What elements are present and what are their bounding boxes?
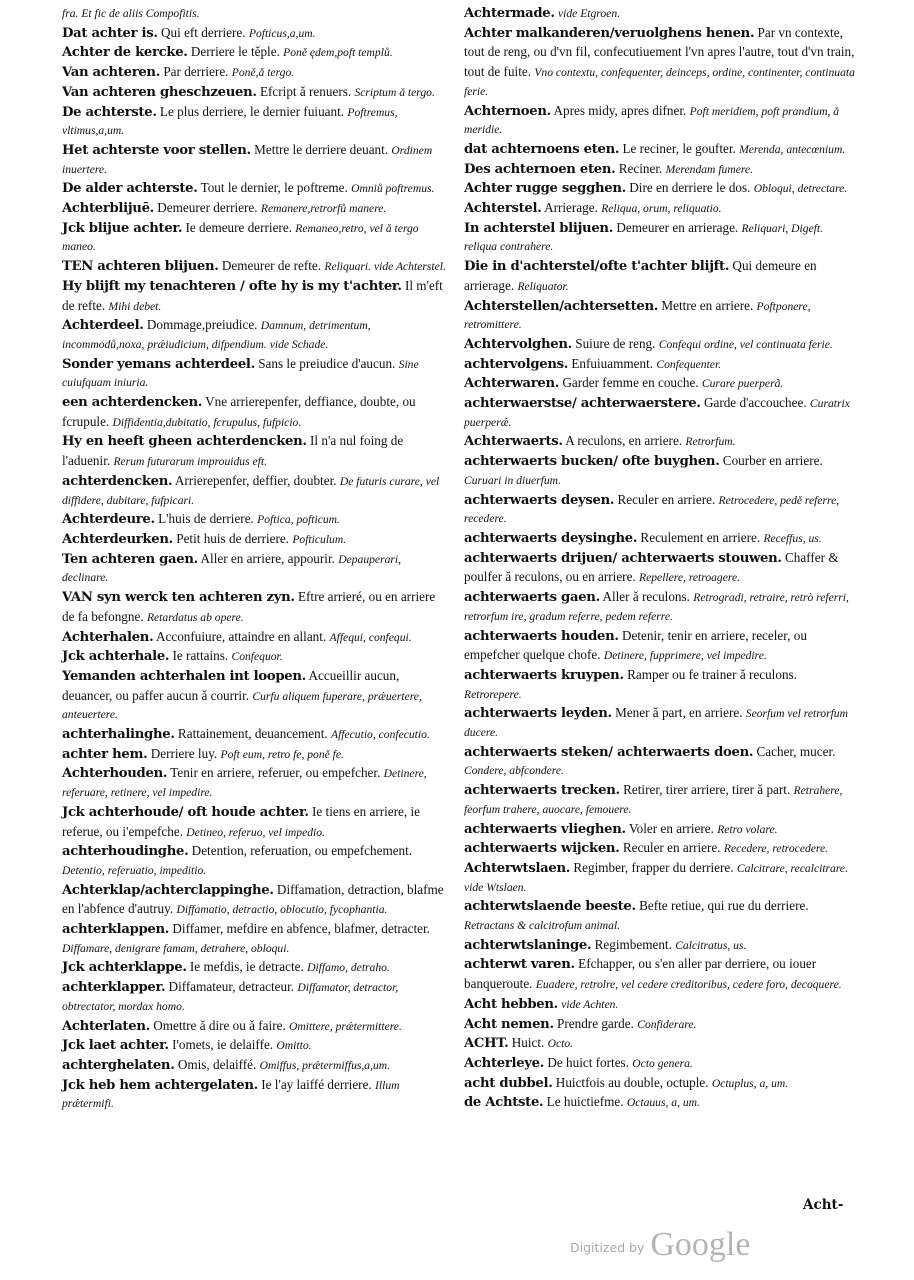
dictionary-entry — [464, 839, 856, 859]
dictionary-entry — [464, 24, 856, 102]
dictionary-entry — [62, 103, 450, 141]
dictionary-entry — [62, 355, 450, 393]
french-definition: Il m'eft de refte. — [62, 277, 443, 313]
french-definition: Courber en arriere. — [719, 453, 823, 469]
headword: achterwaerts trecken. — [464, 783, 620, 799]
french-definition: Huict. — [508, 1035, 548, 1051]
latin-equivalent: Retrahere, feorfum trahere, auocare, femouere. — [464, 784, 843, 816]
french-definition: Prendre garde. — [553, 1015, 638, 1031]
headword: achter hem. — [62, 746, 148, 762]
dictionary-entry — [62, 219, 450, 257]
french-definition: I'omets, ie delaiffe. — [168, 1037, 277, 1053]
french-definition: Demeurer en arrierage. — [613, 219, 742, 235]
latin-equivalent: Detentio, referuatio, impeditio. — [62, 863, 207, 877]
headword: Achterstel. — [464, 201, 542, 217]
french-definition: Par derriere. — [160, 64, 232, 80]
french-definition: Regimber, frapper du derriere. — [570, 859, 737, 875]
headword: Het achterste voor stellen. — [62, 142, 251, 158]
latin-equivalent: Omitto. — [276, 1039, 312, 1053]
latin-equivalent: Euadere, retrolre, vel cedere creditoribus, cedere foro, decoquere. — [535, 978, 842, 992]
latin-equivalent: Seorfum vel retrorfum ducere. — [464, 707, 848, 740]
headword: de Achtste. — [464, 1095, 544, 1111]
dictionary-entry — [62, 881, 450, 920]
dictionary-entry — [464, 297, 856, 335]
dictionary-entry — [464, 1034, 856, 1054]
headword: Achterblijuē. — [62, 201, 154, 217]
latin-equivalent: Octuplus, a, um. — [711, 1076, 789, 1090]
headword: achterwaerts gaen. — [464, 590, 600, 606]
dictionary-entry — [62, 1036, 450, 1056]
latin-equivalent: Confequor. — [231, 650, 283, 664]
french-definition: Le reciner, le goufter. — [619, 140, 740, 156]
french-definition: Mener ǎ part, en arriere. — [611, 705, 746, 721]
french-definition: Reculer en arriere. — [619, 840, 724, 856]
headword: Jck achterklappe. — [62, 960, 187, 976]
latin-equivalent: Confequi ordine, vel continuata ferie. — [658, 337, 833, 351]
headword: achterdencken. — [62, 473, 173, 489]
latin-equivalent: Reliquari, Digeft. reliqua contrahere. — [464, 221, 823, 254]
dictionary-entry — [464, 897, 856, 935]
headword: Achterdeurken. — [62, 531, 173, 547]
latin-equivalent: Calcitrare, recalcitrare. vide Wtslaen. — [464, 861, 848, 894]
french-definition: Mettre en arriere. — [658, 297, 757, 313]
headword: Des achternoen eten. — [464, 161, 616, 177]
headword: Achterdeel. — [62, 318, 144, 334]
latin-equivalent: Confiderare. — [637, 1017, 697, 1031]
headword: achterklappen. — [62, 922, 170, 938]
headword: achterwaerts leyden. — [464, 706, 612, 722]
french-definition: Ie tiens en arriere, ie referue, ou i'empefche. — [62, 803, 420, 839]
headword: achterwtslaninge. — [464, 937, 592, 953]
headword: Achtermade. — [464, 6, 555, 21]
headword: Achterwtslaen. — [464, 860, 571, 876]
headword: Ten achteren gaen. — [62, 551, 198, 567]
dictionary-entry — [464, 199, 856, 219]
latin-equivalent: Receffus, us. — [763, 531, 822, 545]
headword: Jck laet achter. — [62, 1038, 169, 1054]
dictionary-entry — [464, 549, 856, 588]
french-definition: Retirer, tirer arriere, tirer ǎ part. — [619, 782, 794, 798]
latin-equivalent: Detinere, referuare, retinere, vel impedire. — [62, 767, 427, 800]
latin-equivalent: Sine cuiufquam iniuria. — [62, 357, 419, 390]
headword: Achterwaerts. — [464, 434, 563, 450]
french-definition: De huict fortes. — [544, 1054, 633, 1070]
headword: dat achternoens eten. — [464, 141, 620, 157]
dictionary-entry — [62, 647, 450, 667]
dictionary-entry — [464, 432, 856, 452]
headword: Achterklap/achterclappinghe. — [62, 882, 274, 898]
latin-equivalent: Retardatus ab opere. — [146, 610, 244, 624]
latin-equivalent: Omiffus, prǽtermiffus,a,um. — [259, 1058, 391, 1072]
french-definition: Omettre ǎ dire ou ǎ faire. — [149, 1017, 290, 1033]
french-definition: Mettre le derriere deuant. — [250, 141, 392, 157]
headword: achterwaerts houden. — [464, 628, 619, 644]
dictionary-entry — [464, 666, 856, 704]
french-definition: Le huictiefme. — [543, 1094, 627, 1110]
headword: achterwaerts deysinghe. — [464, 530, 638, 546]
latin-equivalent: Condere, abfcondere. — [464, 764, 564, 778]
french-definition: Vne arrierepenfer, deffiance, doubte, ou fcrupule. — [62, 394, 416, 429]
dictionary-entry — [464, 179, 856, 199]
french-definition: Le plus derriere, le dernier fuiuant. — [156, 103, 348, 119]
dictionary-entry — [464, 1093, 856, 1113]
headword: Achterleye. — [464, 1055, 545, 1071]
dictionary-entry — [62, 277, 450, 316]
dictionary-entry — [62, 393, 450, 432]
dictionary-entry — [62, 316, 450, 354]
headword: achterwaerts bucken/ ofte buyghen. — [464, 454, 720, 470]
headword: Achternoen. — [464, 103, 551, 119]
latin-equivalent: Octauus, a, um. — [626, 1096, 700, 1110]
headword: achterwaerts drijuen/ achterwaerts stouwen. — [464, 550, 782, 566]
dictionary-entry — [62, 920, 450, 958]
dictionary-entry — [464, 1074, 856, 1094]
headword: Die in d'achterstel/ofte t'achter blijft. — [464, 259, 730, 275]
latin-equivalent: Calcitratus, us. — [675, 938, 747, 952]
watermark-prefix: Digitized by — [570, 1240, 645, 1255]
latin-equivalent: Curuari in diuerfum. — [464, 473, 561, 487]
french-definition: Arrierage. — [541, 200, 602, 216]
latin-equivalent: Retrogradi, retraire, retrò referri, retrorfum ire, gradum referre, pedem referre. — [464, 591, 849, 623]
dictionary-entry — [62, 978, 450, 1016]
catchword: Acht- — [803, 1197, 844, 1213]
latin-equivalent: Poně ędem,poft templů. — [283, 46, 393, 60]
dictionary-entry — [62, 745, 450, 765]
headword: Hy en heeft gheen achterdencken. — [62, 434, 307, 450]
dictionary-entry — [62, 628, 450, 648]
latin-equivalent: Poft meridiem, poft prandium, ǎ meridie. — [464, 104, 840, 137]
dictionary-entry — [62, 530, 450, 550]
google-logo: Google — [650, 1226, 751, 1263]
headword: Jck heb hem achtergelaten. — [62, 1077, 258, 1093]
french-definition: Diffamation, detraction, blafme en l'abfence d'autruy. — [62, 881, 444, 917]
headword: achterwtslaende beeste. — [464, 899, 636, 915]
dictionary-entry — [62, 472, 450, 510]
dictionary-entry — [464, 995, 856, 1015]
dictionary-entry — [464, 102, 856, 140]
headword: Yemanden achterhalen int loopen. — [62, 668, 306, 684]
french-definition: Qui eft derriere. — [157, 24, 249, 40]
french-definition: Reculer en arriere. — [614, 491, 719, 507]
headword: Van achteren gheschzeuen. — [62, 84, 257, 100]
headword: TEN achteren blijuen. — [62, 259, 219, 275]
headword: Van achteren. — [62, 65, 161, 81]
dictionary-entry — [62, 550, 450, 588]
dictionary-entry — [62, 725, 450, 745]
latin-equivalent: Octo. — [547, 1037, 574, 1051]
french-definition: Il n'a nul foing de l'aduenir. — [62, 433, 404, 469]
dictionary-entry — [62, 667, 450, 725]
french-definition: Detenir, tenir en arriere, receler, ou empefcher quelque chofe. — [464, 627, 807, 663]
french-definition: Tenir en arriere, referuer, ou empefcher. — [167, 765, 384, 781]
dictionary-entry — [62, 510, 450, 530]
latin-equivalent: Damnum, detrimentum, incommodů,noxa, prǽiudicium, difpendium. vide Schade. — [62, 319, 371, 351]
french-definition: A reculons, en arriere. — [562, 433, 686, 449]
french-definition: Reculement en arriere. — [637, 529, 764, 545]
latin-equivalent: Diffamatio, detractio, oblocutio, fycophantia. — [176, 903, 388, 917]
latin-equivalent: Rerum futurarum improuidus eft. — [113, 455, 267, 469]
dictionary-entry — [464, 335, 856, 355]
headword: achterhalinghe. — [62, 727, 175, 743]
headword: ACHT. — [464, 1036, 509, 1052]
dictionary-entry — [464, 491, 856, 529]
headword: achterwaerstse/ achterwaerstere. — [464, 396, 701, 412]
dictionary-entry — [62, 432, 450, 471]
right-column — [464, 4, 856, 1113]
latin-equivalent: Poftica, pofticum. — [257, 513, 340, 527]
dictionary-entry — [464, 936, 856, 956]
french-definition: Efcript ǎ renuers. — [256, 83, 355, 99]
headword: Achterlaten. — [62, 1018, 150, 1034]
dictionary-entry — [62, 83, 450, 103]
latin-equivalent: Curatrix puerperǽ. — [464, 397, 850, 429]
latin-equivalent: Reliquari. vide Achterstel. — [324, 260, 446, 274]
latin-equivalent: Poně,ǎ tergo. — [231, 66, 295, 80]
latin-equivalent: Poftponere, retromittere. — [464, 299, 811, 332]
dictionary-entry — [464, 529, 856, 549]
french-definition: Tout le dernier, le poftreme. — [197, 180, 352, 196]
headword: achterwaerts steken/ achterwaerts doen. — [464, 744, 754, 760]
headword: achtervolgens. — [464, 356, 569, 372]
dictionary-entry — [464, 140, 856, 160]
dictionary-entry — [464, 452, 856, 490]
headword: achterwaerts kruypen. — [464, 667, 624, 683]
headword: achterwt varen. — [464, 957, 575, 973]
french-definition: Detention, referuation, ou empefchement. — [188, 843, 413, 859]
headword: Achterwaren. — [464, 376, 560, 392]
headword: achterklapper. — [62, 980, 166, 996]
french-definition: Cacher, mucer. — [753, 743, 836, 759]
latin-equivalent: Omniů poftremus. — [351, 182, 435, 196]
french-definition: Reciner. — [615, 160, 666, 176]
latin-equivalent: Ordinem inuertere. — [62, 143, 433, 176]
latin-equivalent: Octo genera. — [632, 1056, 693, 1070]
latin-equivalent: Curare puerperã. — [701, 377, 784, 391]
french-definition: Arrierepenfer, deffier, doubter. — [172, 472, 340, 488]
latin-equivalent: Confequenter. — [656, 357, 722, 371]
french-definition: Regimbement. — [591, 936, 676, 952]
dictionary-entry — [62, 842, 450, 880]
headword: Achterstellen/achtersetten. — [464, 298, 659, 314]
headword: Achterhouden. — [62, 766, 168, 782]
headword: achterwaerts vlieghen. — [464, 821, 626, 837]
latin-equivalent: Pofticulum. — [292, 532, 347, 546]
french-definition: Derriere luy. — [147, 745, 221, 761]
latin-equivalent: Illum prǽtermifi. — [62, 1078, 400, 1111]
french-definition: Dommage,preiudice. — [143, 317, 261, 333]
digitized-by-google-watermark — [570, 1222, 750, 1262]
french-definition: Acconfuiure, attaindre en allant. — [153, 628, 330, 644]
latin-equivalent: Repellere, retroagere. — [639, 571, 741, 585]
dictionary-entry — [62, 24, 450, 44]
french-definition: L'huis de derriere. — [154, 511, 258, 527]
french-definition: Ie demeure derriere. — [182, 219, 296, 235]
latin-equivalent: Omittere, prǽtermittere. — [289, 1019, 402, 1033]
french-definition: Par vn contexte, tout de reng, ou d'vn fil, confecutiuement l'vn apres l'autre, tout d'vn train, tout de fuite. — [464, 24, 855, 80]
headword: Acht hebben. — [464, 996, 558, 1012]
headword: Dat achter is. — [62, 25, 158, 41]
left-column — [62, 4, 450, 1114]
latin-equivalent: vide Etgroen. — [557, 7, 621, 20]
latin-equivalent: Merendam fumere. — [665, 162, 753, 176]
latin-equivalent: Retrorepere. — [464, 687, 522, 701]
french-definition: Befte retiue, qui rue du derriere. — [635, 898, 809, 914]
latin-equivalent: Curfu aliquem fuperare, prǽuertere, anteuertere. — [62, 689, 422, 722]
french-definition: Chaffer & poulfer ǎ reculons, ou en arriere. — [464, 549, 839, 585]
dictionary-entry — [62, 141, 450, 179]
french-definition: Rattainement, deuancement. — [174, 726, 331, 742]
latin-equivalent: Vno contextu, confequenter, deinceps, ordine, continenter, continuata ferie. — [464, 66, 855, 98]
dictionary-entry — [464, 820, 856, 840]
dictionary-entry — [464, 257, 856, 296]
headword: Sonder yemans achterdeel. — [62, 356, 255, 372]
dictionary-entry — [464, 588, 856, 626]
dictionary-entry — [62, 764, 450, 802]
dictionary-entry — [62, 588, 450, 627]
latin-equivalent: Detinere, fupprimere, vel impedire. — [603, 649, 767, 663]
headword: De achterste. — [62, 104, 157, 120]
dictionary-entry — [464, 781, 856, 819]
latin-equivalent: De futuris curare, vel diffidere, dubitare, fufpicari. — [62, 474, 440, 507]
headword: Achtervolghen. — [464, 336, 572, 352]
headword: Achter rugge segghen. — [464, 181, 626, 197]
headword: De alder achterste. — [62, 181, 198, 197]
french-definition: Voler en arriere. — [625, 820, 718, 836]
dictionary-entry — [464, 355, 856, 375]
latin-equivalent: Merenda, antecœnium. — [739, 142, 846, 156]
dictionary-entry — [464, 394, 856, 432]
french-definition: Sans le preiudice d'aucun. — [254, 355, 399, 371]
latin-equivalent: Obloqui, detrectare. — [753, 182, 848, 196]
dictionary-entry — [62, 4, 450, 24]
headword: achterwaerts wijcken. — [464, 841, 620, 857]
french-definition: Ie mefdis, ie detracte. — [186, 959, 308, 975]
dictionary-entry — [62, 958, 450, 978]
dictionary-entry — [464, 160, 856, 180]
latin-equivalent: Poftremus, vltimus,a,um. — [62, 105, 398, 138]
latin-equivalent: Remaneo,retro, vel ǎ tergo maneo. — [62, 221, 419, 254]
headword: Jck achterhoude/ oft houde achter. — [62, 804, 309, 820]
latin-equivalent: Retractans & calcitrofum animal. — [464, 919, 621, 933]
french-definition: Diffamateur, detracteur. — [165, 979, 298, 995]
headword: acht dubbel. — [464, 1075, 553, 1091]
latin-equivalent: Reliqua, orum, reliquatio. — [601, 202, 722, 216]
dictionary-entry — [62, 199, 450, 219]
headword: Hy blijft my tenachteren / ofte hy is my t'achter. — [62, 278, 402, 294]
french-definition: Ie l'ay laiffé derriere. — [257, 1076, 376, 1092]
french-definition: Ie rattains. — [169, 648, 232, 664]
french-definition: Petit huis de derriere. — [172, 530, 293, 546]
french-definition: Omis, delaiffé. — [174, 1056, 260, 1072]
french-definition: Diffamer, mefdire en abfence, blafmer, detracter. — [169, 921, 430, 937]
latin-equivalent: Diffidentia,dubitatio, fcrupulus, fufpicio. — [112, 415, 302, 429]
french-definition: Apres midy, apres difner. — [550, 102, 690, 118]
dictionary-entry — [62, 43, 450, 63]
headword: Jck achterhale. — [62, 649, 170, 665]
latin-equivalent: Retrocedere, pedě referre, recedere. — [464, 493, 840, 526]
french-definition: Demeurer de refte. — [218, 258, 325, 274]
latin-equivalent: Diffamator, detractor, obtrectator, mordax homo. — [62, 981, 399, 1013]
headword: achterwaerts deysen. — [464, 492, 615, 508]
french-definition: Eftre arrieré, ou en arriere de fa befongne. — [62, 589, 436, 624]
latin-equivalent: Pofticus,a,um. — [248, 26, 316, 40]
headword: Achter de kercke. — [62, 45, 188, 61]
latin-equivalent: Remanere,retrorfů manere. — [260, 202, 387, 216]
headword: een achterdencken. — [62, 395, 203, 411]
latin-equivalent: Recedere, retrocedere. — [723, 842, 829, 856]
dictionary-entry — [464, 704, 856, 742]
latin-equivalent: Diffamare, denigrare famam, detrahere, obloqui. — [62, 941, 290, 955]
headword: Achterhalen. — [62, 629, 154, 645]
french-definition: Enfuiuamment. — [568, 355, 657, 371]
latin-equivalent: Diffamo, detraho. — [307, 961, 390, 975]
latin-equivalent: Reliquator. — [517, 279, 569, 293]
headword: In achterstel blijuen. — [464, 220, 614, 236]
latin-equivalent: Mihi debet. — [108, 299, 162, 313]
french-definition: Aller ǎ reculons. — [599, 589, 694, 605]
latin-equivalent: Retro volare. — [717, 822, 778, 836]
french-definition: Dire en derriere le dos. — [625, 180, 754, 196]
french-definition: Garde d'accouchee. — [700, 395, 810, 411]
dictionary-entry — [62, 257, 450, 277]
french-definition: Huictfois au double, octuple. — [552, 1074, 712, 1090]
headword: Achter malkanderen/veruolghens henen. — [464, 25, 755, 41]
dictionary-entry — [62, 1056, 450, 1076]
french-definition: Garder femme en couche. — [559, 375, 702, 391]
dictionary-entry — [62, 63, 450, 83]
french-definition: Ramper ou fe trainer ǎ reculons. — [623, 666, 797, 682]
dictionary-entry — [464, 1054, 856, 1074]
latin-equivalent: vide Achten. — [561, 997, 619, 1011]
french-definition: Efchapper, ou s'en aller par derriere, ou iouer banqueroute. — [464, 956, 817, 992]
french-definition: Accueillir aucun, deuancer, ou paffer aucun ǎ courrir. — [62, 667, 400, 703]
dictionary-entry — [62, 1076, 450, 1114]
dictionary-entry — [464, 859, 856, 897]
dictionary-entry — [464, 743, 856, 781]
latin-equivalent: Retrorfum. — [685, 435, 736, 449]
french-definition: Qui demeure en arrierage. — [464, 258, 817, 293]
latin-equivalent: Poft eum, retro fe, poně fe. — [220, 747, 344, 761]
latin-equivalent: fra. Et fic de aliis Compofitis. — [62, 7, 200, 20]
dictionary-entry — [464, 955, 856, 994]
dictionary-entry — [464, 627, 856, 666]
headword: Acht nemen. — [464, 1016, 554, 1032]
dictionary-entry — [464, 374, 856, 394]
dictionary-entry — [62, 803, 450, 842]
latin-equivalent: Affequi, confequi. — [329, 630, 412, 644]
dictionary-entry — [464, 219, 856, 257]
dictionary-entry — [464, 4, 856, 24]
headword: achterghelaten. — [62, 1057, 175, 1073]
french-definition: Demeurer derriere. — [153, 200, 261, 216]
dictionary-entry — [62, 179, 450, 199]
french-definition: Derriere le těple. — [187, 44, 284, 60]
french-definition: Suiure de reng. — [571, 335, 659, 351]
headword: achterhoudinghe. — [62, 844, 189, 860]
dictionary-entry — [464, 1015, 856, 1035]
dictionary-entry — [62, 1017, 450, 1037]
headword: Jck blijue achter. — [62, 220, 183, 236]
latin-equivalent: Detineo, referuo, vel impedio. — [186, 825, 325, 839]
headword: VAN syn werck ten achteren zyn. — [62, 590, 295, 606]
latin-equivalent: Scriptum ǎ tergo. — [354, 85, 435, 99]
french-definition: Aller en arriere, appourir. — [197, 550, 339, 566]
headword: Achterdeure. — [62, 512, 155, 528]
latin-equivalent: Affecutio, confecutio. — [330, 728, 430, 742]
latin-equivalent: Depauperari, declinare. — [62, 552, 402, 585]
